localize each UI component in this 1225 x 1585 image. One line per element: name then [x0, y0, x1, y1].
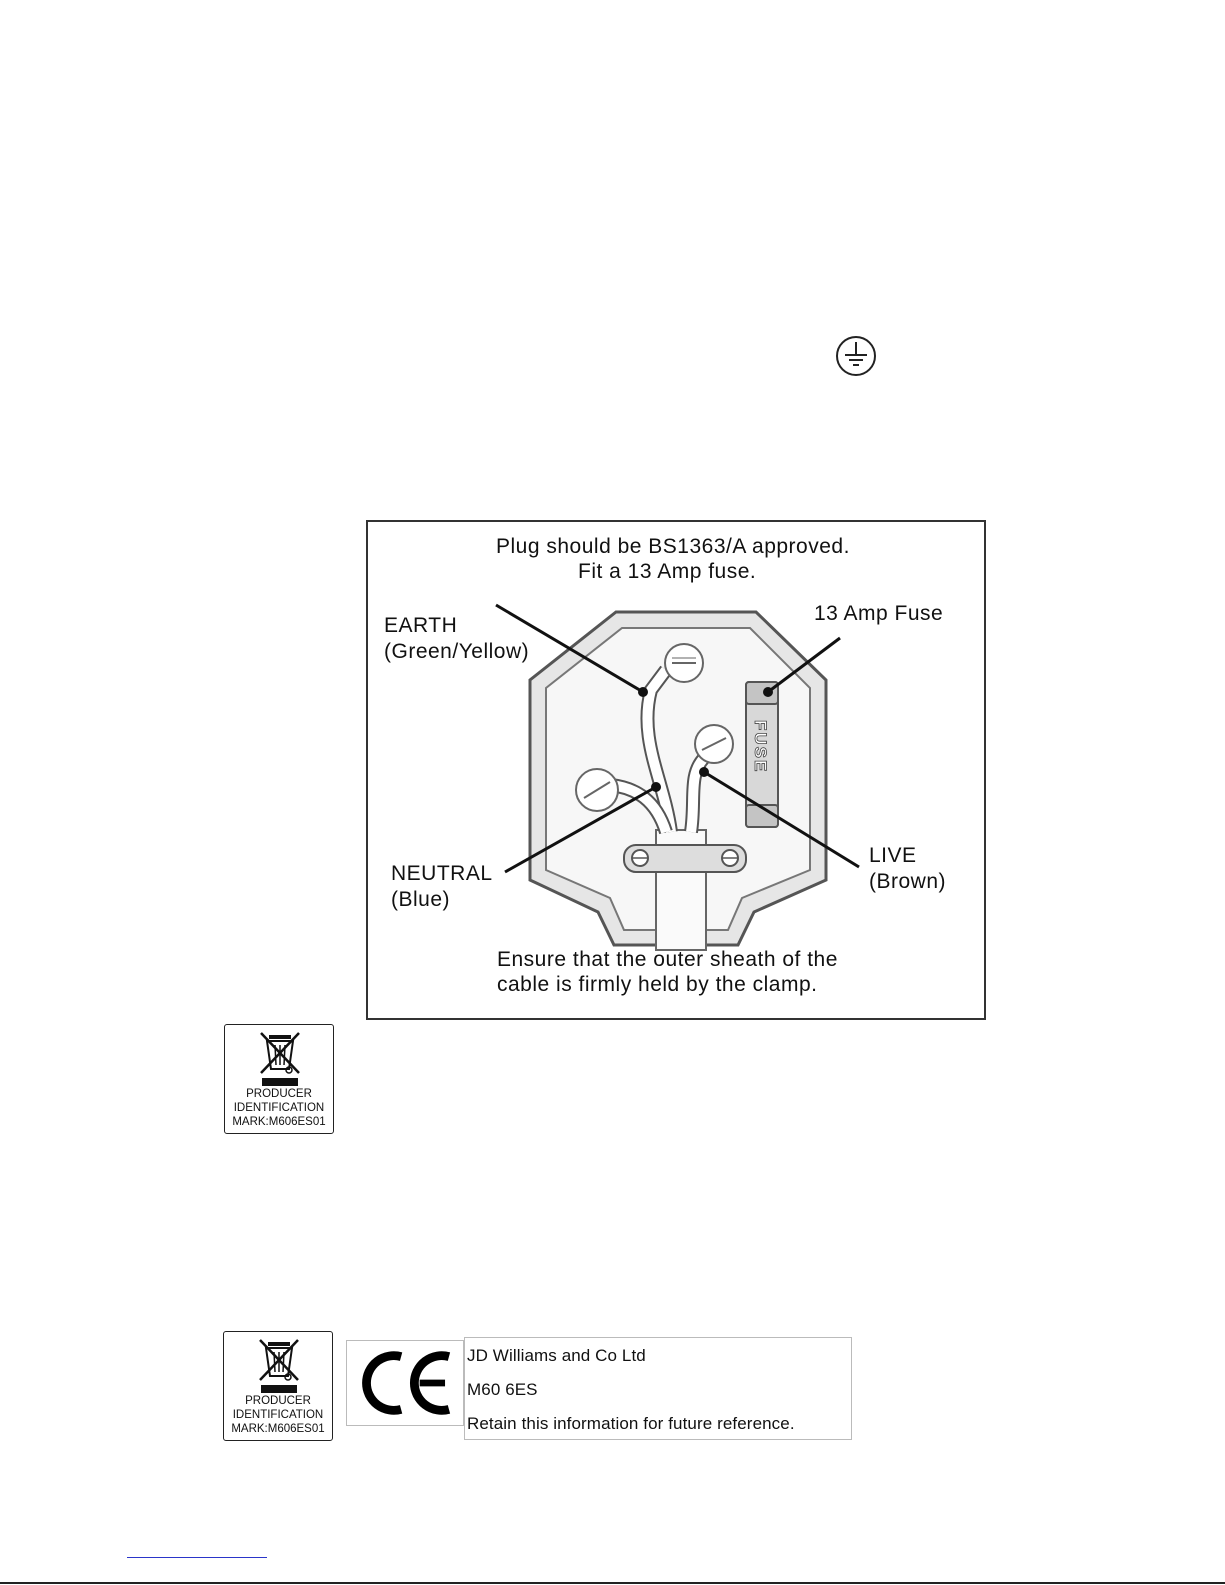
live-label: LIVE: [869, 844, 917, 867]
fuse-cartridge: [746, 682, 778, 827]
earth-label: EARTH: [384, 614, 458, 637]
crossed-wheelie-bin-icon: [254, 1336, 304, 1394]
weee-producer-mark: [224, 1024, 334, 1134]
neutral-label: NEUTRAL: [391, 862, 493, 885]
company-info-box: [464, 1337, 852, 1440]
header-line-1: Plug should be BS1363/A approved.: [496, 535, 850, 558]
weee-line-3: MARK:M606ES01: [231, 1423, 325, 1435]
crossed-wheelie-bin-icon: [255, 1029, 305, 1087]
earth-ground-icon: [834, 334, 878, 378]
live-color-label: (Brown): [869, 870, 947, 893]
page-bottom-rule: [0, 1582, 1225, 1584]
weee-producer-mark: [223, 1331, 333, 1441]
neutral-terminal-screw: [576, 769, 618, 811]
live-terminal-screw: [695, 725, 733, 763]
ce-mark-box: [346, 1340, 464, 1426]
footer-line-2: cable is firmly held by the clamp.: [497, 973, 818, 996]
cable-clamp: [624, 845, 746, 872]
weee-line-2: IDENTIFICATION: [232, 1409, 324, 1421]
weee-line-2: IDENTIFICATION: [233, 1102, 325, 1114]
company-postcode: M60 6ES: [467, 1380, 538, 1399]
earth-color-label: (Green/Yellow): [384, 640, 530, 663]
header-line-2: Fit a 13 Amp fuse.: [578, 560, 757, 583]
weee-line-1: PRODUCER: [245, 1395, 311, 1407]
fuse-text: FUSE: [751, 720, 770, 774]
neutral-color-label: (Blue): [391, 888, 451, 911]
weee-line-3: MARK:M606ES01: [232, 1116, 326, 1128]
ce-mark-icon: [347, 1341, 463, 1425]
weee-line-1: PRODUCER: [246, 1088, 312, 1100]
retain-info-note: Retain this information for future reference.: [467, 1414, 795, 1433]
fuse-label: 13 Amp Fuse: [814, 602, 944, 625]
company-name: JD Williams and Co Ltd: [467, 1346, 646, 1365]
footer-line-1: Ensure that the outer sheath of the: [497, 948, 838, 971]
earth-terminal-screw: [665, 644, 703, 682]
footer-link-rule: [127, 1557, 267, 1558]
plug-wiring-diagram: [366, 520, 986, 1020]
